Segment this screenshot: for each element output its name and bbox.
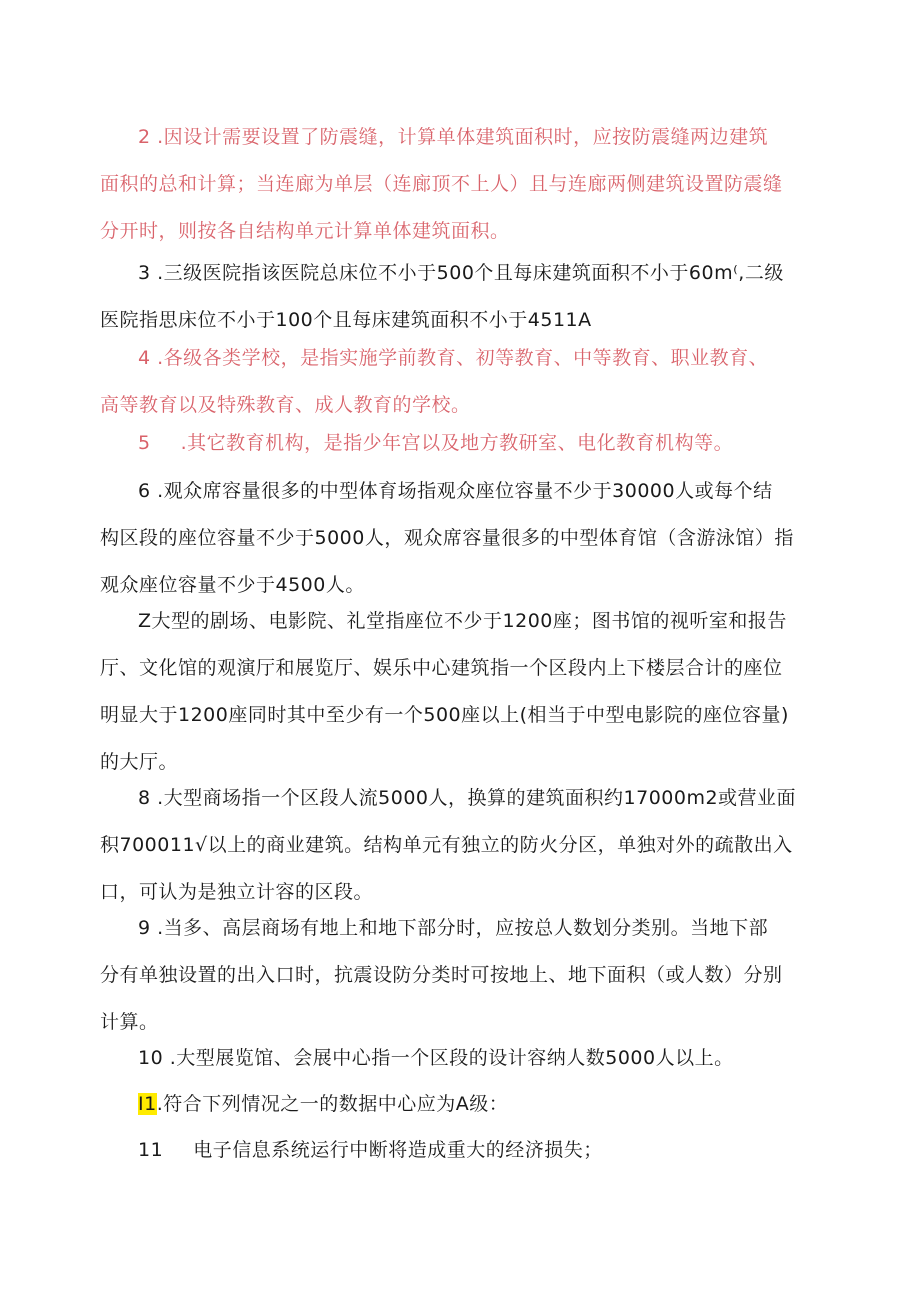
text-line: 口，可认为是独立计容的区段。 — [100, 881, 374, 903]
paragraph-7 — [100, 598, 838, 786]
highlighted-number: I1 — [138, 1093, 157, 1115]
text-line: 6 .观众席容量很多的中型体育场指观众座位容量不少于30000人或每个结 — [138, 480, 773, 502]
paragraph-11-heading — [138, 1081, 838, 1128]
text-line: 的大厅。 — [100, 751, 179, 773]
text-line: 2 .因设计需要设置了防震缝，计算单体建筑面积时，应按防震缝两边建筑 — [138, 126, 769, 148]
text-line: Z大型的剧场、电影院、礼堂指座位不少于1200座；图书馆的视听室和报告 — [138, 610, 787, 632]
text-line: 面积的总和计算；当连廊为单层（连廊顶不上人）且与连廊两侧建筑设置防震缝 — [100, 173, 783, 195]
text-line — [138, 420, 838, 467]
text-line: 观众座位容量不少于4500人。 — [100, 574, 365, 596]
paragraph-8 — [100, 775, 838, 916]
text-line: 9 .当多、高层商场有地上和地下部分时，应按总人数划分类别。当地下部 — [138, 917, 769, 939]
item-text: 电子信息系统运行中断将造成重大的经济损失； — [193, 1139, 603, 1161]
item-number: 5 — [138, 432, 151, 454]
item-text: .符合下列情况之一的数据中心应为A级： — [156, 1093, 509, 1115]
text-line: 计算。 — [100, 1011, 159, 1033]
text-line: 分有单独设置的出入口时，抗震设防分类时可按地上、地下面积（或人数）分别 — [100, 964, 783, 986]
text-line: 分开时，则按各自结构单元计算单体建筑面积。 — [100, 220, 510, 242]
paragraph-9 — [100, 905, 838, 1046]
text-line: 4 .各级各类学校，是指实施学前教育、初等教育、中等教育、职业教育、 — [138, 347, 769, 369]
paragraph-10 — [138, 1035, 838, 1082]
item-text: .其它教育机构，是指少年宫以及地方教研室、电化教育机构等。 — [180, 432, 734, 454]
text-line: 积700011√以上的商业建筑。结构单元有独立的防火分区，单独对外的疏散出入 — [100, 834, 793, 856]
text-line: 高等教育以及特殊教育、成人教育的学校。 — [100, 394, 471, 416]
text-line — [138, 1127, 838, 1174]
paragraph-5 — [138, 420, 838, 467]
text-line — [138, 1081, 838, 1128]
paragraph-6 — [100, 468, 838, 609]
paragraph-4 — [100, 335, 838, 429]
text-line: 明显大于1200座同时其中至少有一个500座以上(相当于中型电影院的座位容量) — [100, 704, 789, 726]
item-number: 11 — [138, 1139, 164, 1161]
text-line: 厅、文化馆的观演厅和展览厅、娱乐中心建筑指一个区段内上下楼层合计的座位 — [100, 657, 783, 679]
text-line: 医院指思床位不小于100个且每床建筑面积不小于4511A — [100, 309, 592, 331]
text-line: 8 .大型商场指一个区段人流5000人，换算的建筑面积约17000m2或营业面 — [138, 787, 797, 809]
paragraph-2 — [100, 114, 838, 255]
text-line: 10 .大型展览馆、会展中心指一个区段的设计容纳人数5000人以上。 — [138, 1047, 734, 1069]
text-line: 构区段的座位容量不少于5000人，观众席容量很多的中型体育馆（含游泳馆）指 — [100, 527, 794, 549]
paragraph-11-sub — [138, 1127, 838, 1174]
paragraph-3 — [100, 250, 838, 344]
text-line: 3 .三级医院指该医院总床位不小于500个且每床建筑面积不小于60m⁽,二级 — [138, 262, 784, 284]
